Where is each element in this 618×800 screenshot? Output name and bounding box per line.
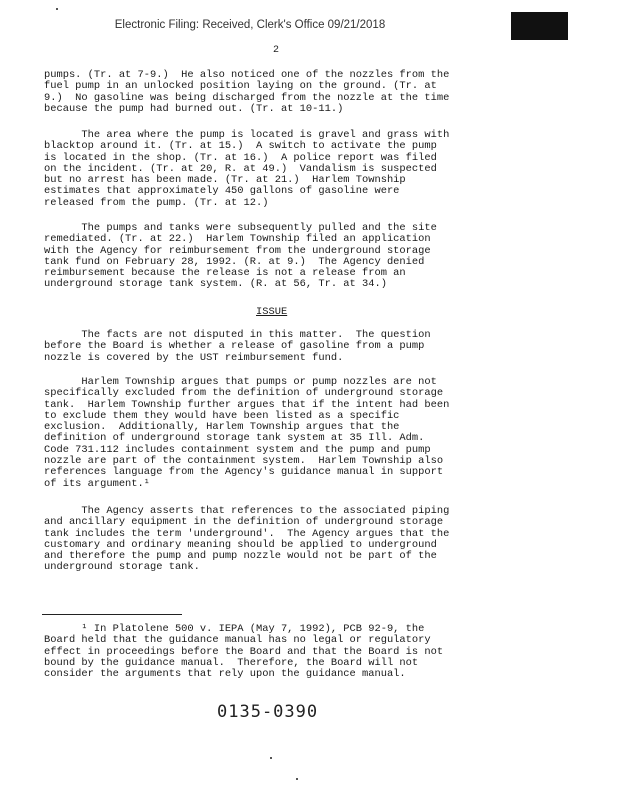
footnote-divider [42,614,182,615]
footnote: ¹ In Platolene 500 v. IEPA (May 7, 1992), PCB 92-9, the Board held that the guidance manual has no legal or regulatory effect in proceedings before the Board and that the Board is not bound by the guidance manual. Therefore, the Board will not consider the arguments that rely upon the guidance manual. [44,623,444,681]
filing-stamp-header: Electronic Filing: Received, Clerk's Office 09/21/2018 [114,19,386,31]
paragraph-agency-argument: The Agency asserts that references to the associated piping and ancillary equipment in the definition of underground storage tank includes the term 'underground'. The Agency argues that the customary and ordinary meaning should be applied to underground and therefore the pump and pump nozzle would not be part of the underground storage tank. [44,505,450,574]
paragraph-question: The facts are not disputed in this matter. The question before the Board is whether a release of gasoline from a pump nozzle is covered by the UST reimbursement fund. [44,329,431,364]
document-control-stamp: 0135-0390 [217,702,319,722]
scan-speck [56,8,58,10]
scan-speck [296,778,298,780]
paragraph-continued: pumps. (Tr. at 7-9.) He also noticed one of the nozzles from the fuel pump in an unlocked position laying on the ground. (Tr. at 9.) No gasoline was being discharged from the nozzle at the time because the pump had burned out. (Tr. at 10-11.) [44,69,450,115]
page-number: 2 [273,45,280,56]
paragraph-site-description: The area where the pump is located is gravel and grass with blacktop around it. (Tr. at 15.) A switch to activate the pump is located in the shop. (Tr. at 16.) A police report was filed on the incident. (Tr. at 20, R. at 49.) Vandalism is suspected but no arrest has been made. (Tr. at 21.) Harlem Township estimates that approximately 450 gallons of gasoline were released from the pump. (Tr. at 12.) [44,129,450,209]
redaction-box [511,12,568,40]
section-heading-issue: ISSUE [256,306,288,318]
scan-speck [270,757,272,759]
paragraph-township-argument: Harlem Township argues that pumps or pump nozzles are not specifically excluded from the definition of underground storage tank. Harlem Township further argues that if the intent had been to exclude them they would have been listed as a specific exclusion. Additionally, Harlem Township argues that the definition of underground storage tank system at 35 Ill. Adm. Code 731.112 includes containment system and the pump and pump nozzle are part of the containment system. Harlem Township also references language from the Agency's guidance manual in support of its argument.¹ [44,376,450,490]
paragraph-remediation: The pumps and tanks were subsequently pulled and the site remediated. (Tr. at 22.) Harlem Township filed an application with the Agency for reimbursement from the underground storage tank fund on February 28, 1992. (R. at 9.) The Agency denied reimbursement because the release is not a release from an underground storage tank system. (R. at 56, Tr. at 34.) [44,222,437,291]
